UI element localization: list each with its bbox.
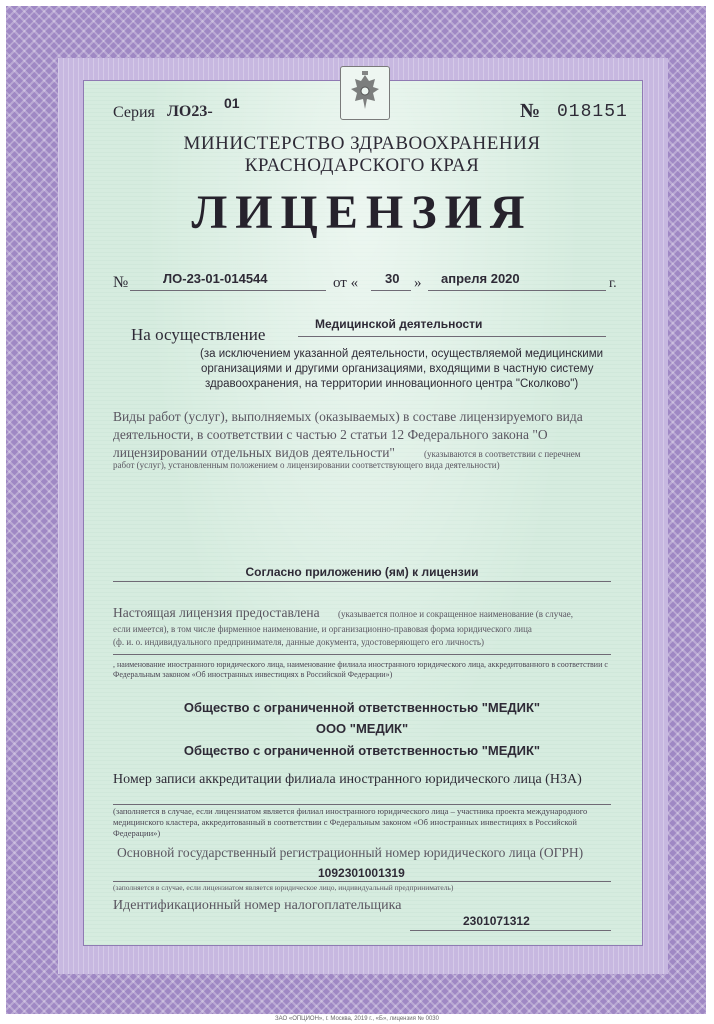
activity-desc-line-3: здравоохранения, на территории инновационного центра "Сколково") bbox=[205, 378, 579, 390]
activity-desc-line-1: (за исключением указанной деятельности, осуществляемой медицинскими bbox=[200, 348, 604, 360]
granted-note-3: (ф. и. о. индивидуального предпринимателя, данные документа, удостоверяющего его личность) bbox=[113, 637, 484, 647]
series-suffix: 01 bbox=[224, 95, 240, 111]
date-from-label: от « bbox=[333, 275, 359, 291]
date-day: 30 bbox=[385, 271, 400, 286]
date-year-suffix: г. bbox=[609, 276, 617, 291]
company-short-name: ООО "МЕДИК" bbox=[315, 721, 409, 736]
series-value: ЛО23- bbox=[167, 103, 213, 120]
ogrn-label: Основной государственный регистрационный номер юридического лица (ОГРН) bbox=[117, 845, 584, 860]
ogrn-underline bbox=[113, 881, 611, 882]
ministry-line-2: КРАСНОДАРСКОГО КРАЯ bbox=[244, 155, 480, 176]
inn-value: 2301071312 bbox=[463, 914, 530, 928]
granted-underline bbox=[113, 654, 611, 655]
ministry-line-1: МИНИСТЕРСТВО ЗДРАВООХРАНЕНИЯ bbox=[183, 133, 541, 154]
nza-label: Номер записи аккредитации филиала иностранного юридического лица (НЗА) bbox=[113, 772, 582, 787]
series-label: Серия bbox=[113, 104, 155, 121]
annex-underline bbox=[113, 581, 611, 582]
works-note-1: (указываются в соответствии с перечнем bbox=[424, 449, 581, 459]
nza-underline bbox=[113, 804, 611, 805]
inn-label: Идентификационный номер налогоплательщика bbox=[113, 898, 402, 913]
printer-footer: ЗАО «ОПЦИОН», г. Москва, 2019 г., «Б», лицензия № 0030 bbox=[275, 1016, 439, 1022]
company-brand-name: Общество с ограниченной ответственностью "МЕДИК" bbox=[183, 743, 541, 758]
double-headed-eagle-icon bbox=[341, 67, 389, 119]
number-label: № bbox=[520, 100, 541, 122]
date-month-underline bbox=[428, 290, 606, 291]
nza-note: (заполняется в случае, если лицензиатом является филиал иностранного юридического лица – участника проекта международного медицинского кластера, аккредитованный в соответствии с Федеральным законом «Об иностранных инвестициях в Российской Федерации») bbox=[113, 806, 588, 838]
ogrn-note: (заполняется в случае, если лицензиатом является юридическое лицо, индивидуальный предприниматель) bbox=[113, 883, 454, 892]
date-day-close: » bbox=[414, 275, 422, 291]
works-note-2: работ (услуг), установленным положением о лицензировании соответствующего вида деятельности) bbox=[113, 460, 500, 470]
granted-note-2: если имеется), в том числе фирменное наименование, и организационно-правовая форма юридического лица bbox=[113, 624, 532, 634]
granted-lead: Настоящая лицензия предоставлена bbox=[113, 605, 320, 620]
works-line-2: деятельности, в соответствии с частью 2 статьи 12 Федерального закона "О bbox=[113, 427, 548, 442]
activity-underline bbox=[298, 336, 606, 337]
document-title: ЛИЦЕНЗИЯ bbox=[191, 186, 533, 239]
inn-underline bbox=[410, 930, 611, 931]
activity-desc-line-2: организациями и другими организациями, входящими в частную систему bbox=[201, 363, 594, 375]
works-line-3: лицензировании отдельных видов деятельности" bbox=[113, 445, 395, 460]
license-number: ЛО-23-01-014544 bbox=[163, 271, 268, 286]
foreign-entity-note: , наименование иностранного юридического лица, наименование филиала иностранного юридического лица, аккредитованного в соответствии с Федеральным законом «Об иностранных инвестициях в Российской Федерации») bbox=[113, 660, 608, 679]
blank-number: 018151 bbox=[557, 102, 628, 122]
license-number-label: № bbox=[113, 274, 129, 291]
activity-name: Медицинской деятельности bbox=[315, 317, 483, 331]
date-day-underline bbox=[371, 290, 411, 291]
works-line-1: Виды работ (услуг), выполняемых (оказываемых) в составе лицензируемого вида bbox=[113, 409, 583, 424]
date-month-year: апреля 2020 bbox=[441, 271, 520, 286]
activity-label: На осуществление bbox=[131, 325, 266, 344]
coat-of-arms-emblem bbox=[340, 66, 390, 120]
annex-reference: Согласно приложению (ям) к лицензии bbox=[245, 565, 479, 579]
company-full-name: Общество с ограниченной ответственностью "МЕДИК" bbox=[183, 700, 541, 715]
ogrn-value: 1092301001319 bbox=[318, 866, 405, 880]
granted-note-1: (указывается полное и сокращенное наименование (в случае, bbox=[338, 609, 573, 619]
license-number-underline bbox=[130, 290, 326, 291]
